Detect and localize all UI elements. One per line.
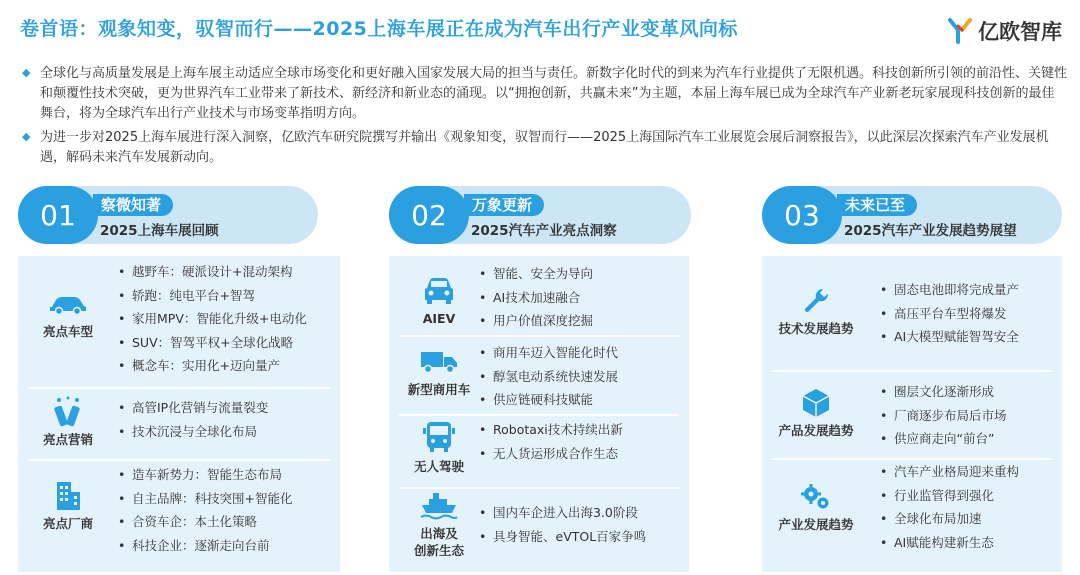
list-item	[762, 372, 1062, 456]
section-header-02	[389, 186, 691, 244]
intro-paragraph: ◆ 为进一步对2025上海车展进行深入洞察，亿欧汽车研究院撰写并输出《观象知变，驭智而行——2025上海国际汽车工业展览会展后洞察报告》，以此深层次探索汽车产业发展机遇，解码未来汽车发展新动向。	[22, 130, 1049, 165]
row-label: 亮点厂商	[42, 516, 93, 531]
intro-paragraph: ◆ 全球化与高质量发展是上海车展主动适应全球市场变化和更好融入国家发展大局的担当与责任。新数字化时代的到来为汽车行业提供了无限机遇。科技创新所引领的前沿性、关键性和颠覆性技术突破，更为世界汽车工业带来了新技术、新经济和新业态的涌现。以“拥抱创新，共赢未来”为主题，本届上海车展已成为全球汽车产业新老玩家展现科技创新的最佳舞台，将为全球汽车出行产业技术与市场变革指明方向。	[22, 66, 1068, 121]
row-label: 出海及 创新生态	[413, 526, 464, 558]
bullet-list: • 汽车产业格局迎来重构 • 行业监管得到强化 • 全球化布局加速 • AI赋能构建新生态	[880, 460, 1019, 554]
list-item	[389, 337, 689, 415]
bullet-list: • 商用车迈入智能化时代 • 醇氢电动系统快速发展 • 供应链硬科技赋能	[479, 341, 618, 412]
list-item	[762, 256, 1062, 366]
bullet-list: • Robotaxi技术持续出新 • 无人货运形成合作生态	[479, 418, 623, 465]
section-title: 未来已至	[837, 194, 917, 216]
bullet-list: • 固态电池即将完成量产 • 高压平台车型将爆发 • AI大模型赋能智驾安全	[880, 278, 1019, 349]
bullet-list: • 高管IP化营销与流量裂变 • 技术沉浸与全球化布局	[118, 396, 268, 443]
list-item	[18, 461, 340, 572]
row-label: 无人驾驶	[413, 459, 464, 474]
list-item	[389, 256, 689, 336]
section-header-01	[18, 186, 318, 244]
bullet-list: • 国内车企进入出海3.0阶段 • 具身智能、eVTOL百家争鸣	[479, 501, 646, 548]
row-label: 产业发展趋势	[778, 517, 854, 532]
cube-icon	[796, 388, 836, 418]
row-label: 技术发展趋势	[778, 321, 854, 336]
diamond-bullet-icon: ◆	[22, 130, 31, 143]
list-item	[762, 460, 1062, 572]
bullet-list: • 造车新势力：智能生态布局 • 自主品牌：科技突围+智能化 • 合资车企：本土化策略 • 科技企业：逐渐走向台前	[118, 463, 292, 557]
bus-icon	[419, 420, 459, 454]
row-label: 新型商用车	[407, 382, 471, 397]
ship-icon	[419, 491, 459, 521]
section-subtitle: 2025汽车产业亮点洞察	[471, 223, 617, 239]
list-item	[18, 389, 340, 459]
section-number: 01	[18, 186, 98, 244]
section-subtitle: 2025上海车展回顾	[100, 223, 219, 239]
row-label: 产品发展趋势	[778, 423, 854, 438]
intro-section	[22, 64, 1067, 168]
page-title: 卷首语：观象知变，驭智而行——2025上海车展正在成为汽车出行产业变革风向标	[20, 18, 738, 40]
list-item	[389, 489, 689, 572]
row-label: AIEV	[422, 311, 456, 326]
bullet-list: • 智能、安全为导向 • AI技术加速融合 • 用户价值深度挖掘	[479, 262, 593, 333]
list-item	[389, 416, 689, 488]
section-subtitle: 2025汽车产业发展趋势展望	[844, 223, 1017, 239]
bullet-list: • 越野车：硬派设计+混动架构 • 轿跑：纯电平台+智驾 • 家用MPV：智能化升级+电动化 • SUV：智驾平权+全球化战略 • 概念车：实用化+迈向量产	[118, 260, 307, 378]
ev-car-icon	[419, 276, 459, 306]
wrench-icon	[796, 286, 836, 316]
panel-insights	[389, 256, 689, 572]
car-icon	[48, 289, 88, 319]
truck-icon	[419, 347, 459, 377]
row-label: 亮点车型	[42, 324, 93, 339]
section-title: 察微知著	[93, 194, 173, 216]
panel-review	[18, 256, 340, 572]
celebration-icon	[48, 397, 88, 427]
building-icon	[48, 481, 88, 511]
section-header-03	[762, 186, 1062, 244]
logo-text: 亿欧智库	[978, 20, 1062, 44]
section-title: 万象更新	[464, 194, 544, 216]
diamond-bullet-icon: ◆	[22, 66, 31, 79]
logo	[948, 16, 1062, 46]
bullet-list: • 圈层文化逐渐形成 • 厂商逐步布局后市场 • 供应商走向“前台”	[880, 380, 1007, 451]
row-label: 亮点营销	[42, 432, 93, 447]
panel-trends	[762, 256, 1062, 572]
list-item	[18, 256, 340, 396]
section-number: 02	[389, 186, 469, 244]
section-number: 03	[762, 186, 842, 244]
logo-icon	[948, 18, 972, 44]
gears-icon	[796, 482, 836, 512]
